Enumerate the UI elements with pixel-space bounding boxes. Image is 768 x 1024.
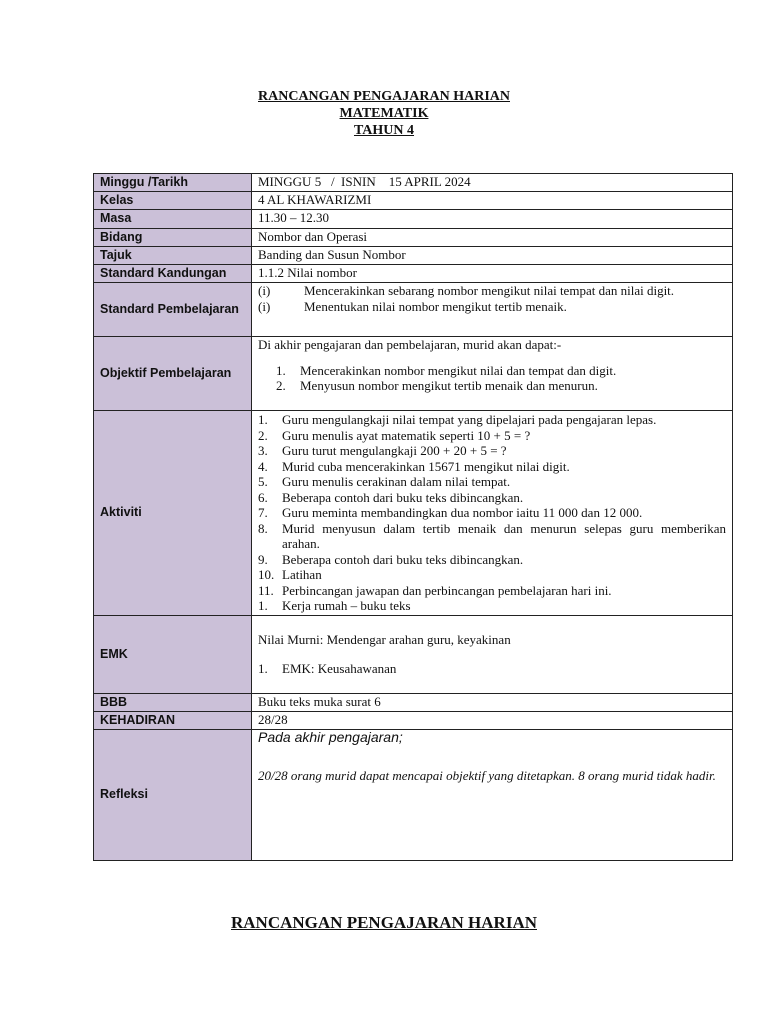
emk-list (258, 661, 726, 677)
refleksi-head: Pada akhir pengajaran; (258, 729, 403, 745)
label-refleksi: Refleksi (94, 730, 252, 861)
doc-title: RANCANGAN PENGAJARAN HARIAN (258, 89, 510, 104)
sp-item-num: (i) (258, 283, 271, 298)
row-masa (94, 210, 733, 229)
sp-item-text: Mencerakinkan sebarang nombor mengikut nilai tempat dan nilai digit. (304, 283, 675, 298)
list-item-text: Guru meminta membandingkan dua nombor iaitu 11 000 dan 12 000. (282, 505, 643, 520)
value-masa: 11.30 – 12.30 (252, 210, 733, 229)
next-page-title: RANCANGAN PENGAJARAN HARIAN (231, 913, 537, 932)
row-tajuk (94, 247, 733, 265)
value-bidang: Nombor dan Operasi (252, 229, 733, 247)
list-item (276, 378, 726, 394)
list-item-text: EMK: Keusahawanan (282, 660, 397, 676)
list-item-text: Murid cuba mencerakinkan 15671 mengikut nilai digit. (282, 458, 570, 474)
list-item-text: Beberapa contoh dari buku teks dibincangkan. (282, 551, 524, 567)
list-item (258, 443, 726, 459)
list-item-num: 1. (258, 598, 268, 613)
list-item-num: 1. (258, 660, 268, 676)
list-item-text: Mencerakinkan nombor mengikut nilai dan tempat dan digit. (300, 362, 617, 378)
sp-item (258, 299, 726, 315)
value-bbb: Buku teks muka surat 6 (252, 694, 733, 712)
doc-subject: MATEMATIK (339, 106, 429, 121)
label-kelas: Kelas (94, 192, 252, 210)
label-aktiviti: Aktiviti (94, 411, 252, 616)
list-item (258, 459, 726, 475)
sp-item-num: (i) (258, 298, 271, 314)
value-minggu: MINGGU 5 / ISNIN 15 APRIL 2024 (252, 174, 733, 192)
label-masa: Masa (94, 210, 252, 229)
list-item-num: 4. (258, 458, 268, 474)
list-item-text: Guru turut mengulangkaji 200 + 20 + 5 = ? (282, 443, 507, 458)
value-sk: 1.1.2 Nilai nombor (252, 265, 733, 283)
list-item (258, 521, 726, 552)
list-item-num: 11. (258, 582, 274, 598)
sp-item-text: Menentukan nilai nombor mengikut tertib menaik. (304, 298, 567, 314)
lesson-plan-table (93, 173, 733, 861)
row-kelas (94, 192, 733, 210)
row-aktiviti (94, 411, 733, 616)
value-emk (252, 616, 733, 694)
row-minggu (94, 174, 733, 192)
value-refleksi (252, 730, 733, 861)
list-item (258, 505, 726, 521)
list-item-num: 6. (258, 489, 268, 505)
label-kehadiran: KEHADIRAN (94, 712, 252, 730)
value-objektif (252, 337, 733, 411)
value-kehadiran: 28/28 (252, 712, 733, 730)
list-item-num: 1. (276, 362, 286, 378)
list-item (258, 583, 726, 599)
list-item-text: Kerja rumah – buku teks (282, 598, 411, 613)
objektif-list (258, 363, 726, 394)
label-minggu: Minggu /Tarikh (94, 174, 252, 192)
list-item (258, 428, 726, 444)
list-item-num: 7. (258, 505, 268, 520)
label-bidang: Bidang (94, 229, 252, 247)
value-tajuk: Banding dan Susun Nombor (252, 247, 733, 265)
list-item-text: Latihan (282, 567, 322, 582)
list-item-num: 2. (276, 378, 286, 393)
value-kelas: 4 AL KHAWARIZMI (252, 192, 733, 210)
list-item (276, 363, 726, 379)
list-item-num: 5. (258, 474, 268, 489)
list-item-text: Guru mengulangkaji nilai tempat yang dipelajari pada pengajaran lepas. (282, 412, 657, 427)
list-item (258, 598, 726, 614)
row-objektif (94, 337, 733, 411)
list-item-text: Guru menulis ayat matematik seperti 10 + 5 = ? (282, 427, 531, 443)
label-bbb: BBB (94, 694, 252, 712)
list-item (258, 474, 726, 490)
list-item-num: 10. (258, 567, 275, 582)
list-item-num: 2. (258, 427, 268, 443)
list-item (258, 567, 726, 583)
refleksi-body: 20/28 orang murid dapat mencapai objektif yang ditetapkan. 8 orang murid tidak hadir. (258, 767, 716, 783)
document-header (0, 88, 768, 139)
row-emk (94, 616, 733, 694)
label-sk: Standard Kandungan (94, 265, 252, 283)
row-sp (94, 283, 733, 337)
row-sk (94, 265, 733, 283)
label-objektif: Objektif Pembelajaran (94, 337, 252, 411)
list-item-text: Perbincangan jawapan dan perbincangan pembelajaran hari ini. (282, 582, 612, 598)
row-kehadiran (94, 712, 733, 730)
list-item (258, 661, 726, 677)
objektif-intro: Di akhir pengajaran dan pembelajaran, murid akan dapat:- (258, 337, 562, 352)
list-item (258, 412, 726, 428)
list-item-text: Beberapa contoh dari buku teks dibincangkan. (282, 489, 524, 505)
label-emk: EMK (94, 616, 252, 694)
row-bbb (94, 694, 733, 712)
list-item (258, 490, 726, 506)
sp-item (258, 283, 726, 299)
row-refleksi (94, 730, 733, 861)
list-item-text: Guru menulis cerakinan dalam nilai tempat. (282, 474, 511, 489)
row-bidang (94, 229, 733, 247)
list-item-text: Menyusun nombor mengikut tertib menaik dan menurun. (300, 378, 598, 393)
list-item-num: 3. (258, 443, 268, 458)
list-item (258, 552, 726, 568)
list-item-num: 1. (258, 412, 268, 427)
doc-year: TAHUN 4 (353, 123, 415, 138)
value-sp (252, 283, 733, 337)
label-sp: Standard Pembelajaran (94, 283, 252, 337)
emk-nilai: Nilai Murni: Mendengar arahan guru, keyakinan (258, 632, 511, 647)
list-item-text: Murid menyusun dalam tertib menaik dan menurun selepas guru memberikan arahan. (282, 520, 726, 551)
value-aktiviti (252, 411, 733, 616)
label-tajuk: Tajuk (94, 247, 252, 265)
aktiviti-list (258, 412, 726, 614)
list-item-num: 9. (258, 551, 268, 567)
list-item-num: 8. (258, 520, 268, 536)
